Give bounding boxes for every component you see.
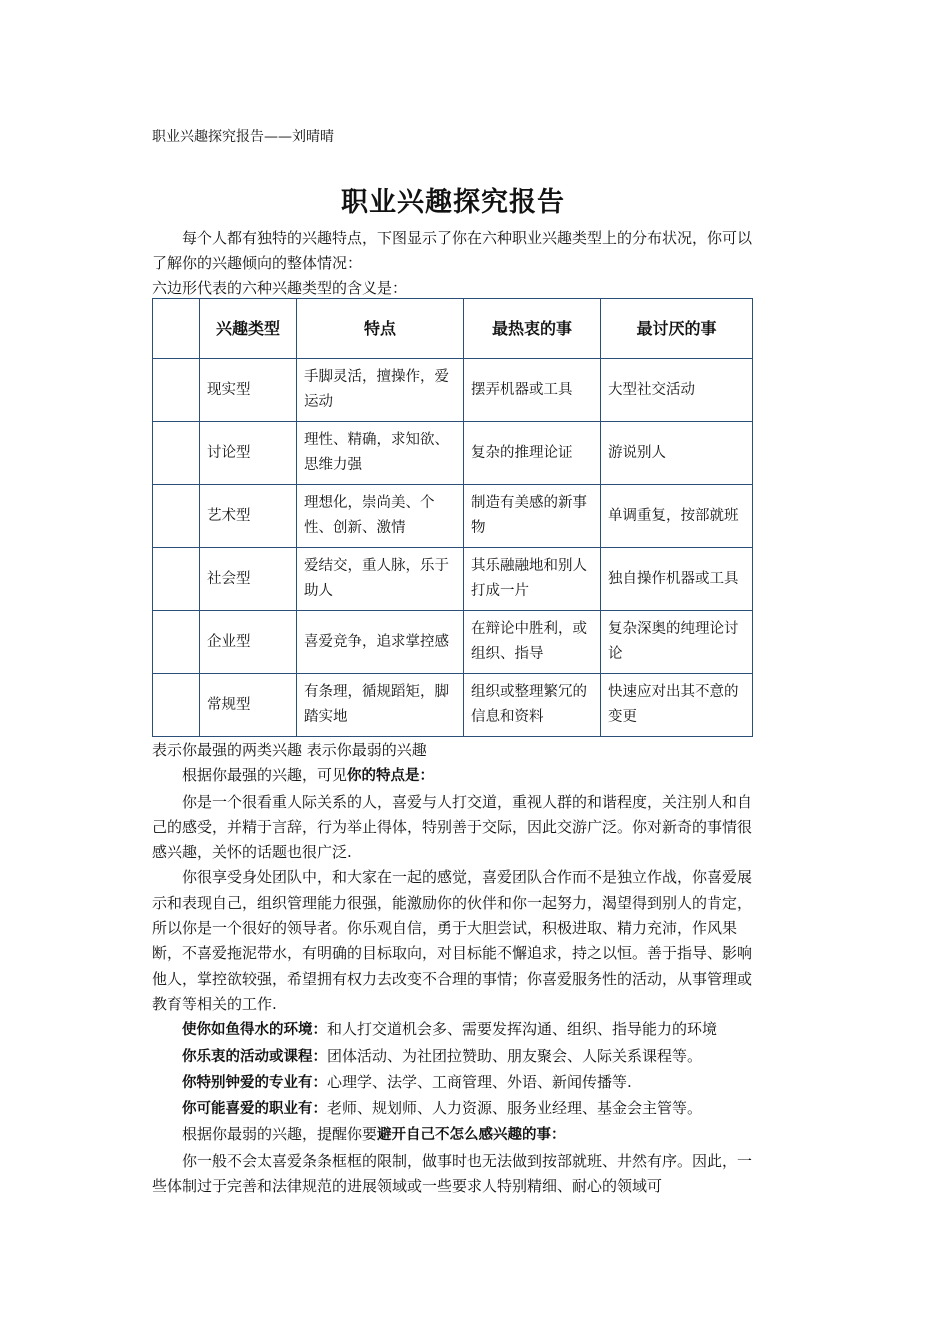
table-header-blank <box>153 299 200 359</box>
table-cell-blank <box>153 422 200 485</box>
environment-text: 和人打交道机会多、需要发挥沟通、组织、指导能力的环境 <box>327 1020 718 1039</box>
table-row <box>153 611 753 674</box>
activities-paragraph <box>152 1044 754 1070</box>
table-row <box>153 485 753 548</box>
page-title: 职业兴趣探究报告 <box>341 187 565 218</box>
table-header-love: 最热衷的事 <box>464 299 601 359</box>
majors-paragraph <box>152 1070 754 1096</box>
table-row <box>153 674 753 737</box>
description-paragraph-1: 你是一个很看重人际关系的人，喜爱与人打交道，重视人群的和谐程度，关注别人和自己的感受，并精于言辞，行为举止得体，特别善于交际，因此交游广泛。你对新奇的事情很感兴趣，关怀的话题也很广泛. <box>152 792 753 862</box>
table-cell-blank <box>153 359 200 422</box>
intro-paragraph: 每个人都有独特的兴趣特点，下图显示了你在六种职业兴趣类型上的分布状况，你可以了解你的兴趣倾向的整体情况： <box>152 229 753 272</box>
careers-label: 你可能喜爱的职业有： <box>182 1101 327 1118</box>
careers-text: 老师、规划师、人力资源、服务业经理、基金会主管等。 <box>327 1099 703 1118</box>
table-cell-hate: 游说别人 <box>601 422 753 485</box>
table-cell-trait: 手脚灵活，擅操作，爱运动 <box>297 359 464 422</box>
activities-label: 你乐衷的活动或课程： <box>182 1048 327 1065</box>
table-cell-hate: 大型社交活动 <box>601 359 753 422</box>
majors-label: 你特别钟爱的专业有： <box>182 1074 327 1091</box>
table-cell-hate: 快速应对出其不意的变更 <box>601 674 753 737</box>
table-cell-blank <box>153 611 200 674</box>
table-header-row <box>153 299 753 359</box>
activities-text: 团体活动、为社团拉赞助、朋友聚会、人际关系课程等。 <box>327 1046 703 1065</box>
report-body <box>152 738 754 1199</box>
legend-text: 表示你最强的两类兴趣 表示你最弱的兴趣 <box>152 741 427 759</box>
table-cell-type: 企业型 <box>200 611 297 674</box>
table-cell-hate: 单调重复，按部就班 <box>601 485 753 548</box>
table-cell-trait: 爱结交，重人脉，乐于助人 <box>297 548 464 611</box>
table-cell-trait: 理想化，崇尚美、个性、创新、激情 <box>297 485 464 548</box>
table-cell-type: 艺术型 <box>200 485 297 548</box>
strong-lead-bold: 你的特点是： <box>347 768 435 785</box>
description-paragraph-2: 你很享受身处团队中，和大家在一起的感觉，喜爱团队合作而不是独立作战，你喜爱展示和表现自己，组织管理能力很强，能激励你的伙伴和你一起努力，渴望得到别人的肯定，所以你是一个很好的领导者。你乐观自信，勇于大胆尝试，积极进取、精力充沛，作风果断，不喜爱拖泥带水，有明确的目标取向，对目标能不懈追求，持之以恒。善于指导、影响他人，掌控欲较强，希望拥有权力去改变不合理的事情；你喜爱服务性的活动，从事管理或教育等相关的工作. <box>152 868 753 1013</box>
table-cell-trait: 喜爱竞争，追求掌控感 <box>297 611 464 674</box>
table-cell-love: 制造有美感的新事物 <box>464 485 601 548</box>
weak-description-paragraph: 你一般不会太喜爱条条框框的限制，做事时也无法做到按部就班、井然有序。因此，一些体制过于完善和法律规范的进展领域或一些要求人特别精细、耐心的领域可 <box>152 1151 753 1196</box>
table-row <box>153 422 753 485</box>
table-cell-trait: 有条理，循规蹈矩，脚踏实地 <box>297 674 464 737</box>
table-cell-hate: 独自操作机器或工具 <box>601 548 753 611</box>
table-cell-type: 现实型 <box>200 359 297 422</box>
table-cell-blank <box>153 674 200 737</box>
table-header-trait: 特点 <box>297 299 464 359</box>
table-cell-trait: 理性、精确，求知欲、思维力强 <box>297 422 464 485</box>
careers-paragraph <box>152 1096 754 1122</box>
strong-lead-text: 根据你最强的兴趣，可见 <box>182 766 348 785</box>
table-cell-type: 常规型 <box>200 674 297 737</box>
intro-table-caption: 六边形代表的六种兴趣类型的含义是： <box>152 279 408 297</box>
intro-section <box>152 226 754 301</box>
table-cell-type: 讨论型 <box>200 422 297 485</box>
weak-lead-text: 根据你最弱的兴趣，提醒你要 <box>182 1125 378 1144</box>
interest-types-table <box>152 298 753 737</box>
weak-lead-bold: 避开自己不怎么感兴趣的事： <box>377 1127 566 1144</box>
environment-label: 使你如鱼得水的环境： <box>182 1022 327 1039</box>
table-cell-hate: 复杂深奥的纯理论讨论 <box>601 611 753 674</box>
table-cell-blank <box>153 548 200 611</box>
majors-text: 心理学、法学、工商管理、外语、新闻传播等. <box>327 1072 632 1091</box>
header-line: 职业兴趣探究报告——刘晴晴 <box>152 129 334 145</box>
table-header-hate: 最讨厌的事 <box>601 299 753 359</box>
table-row <box>153 548 753 611</box>
table-header-type: 兴趣类型 <box>200 299 297 359</box>
table-cell-love: 其乐融融地和别人打成一片 <box>464 548 601 611</box>
table-cell-love: 摆弄机器或工具 <box>464 359 601 422</box>
table-cell-love: 复杂的推理论证 <box>464 422 601 485</box>
environment-paragraph <box>152 1017 754 1043</box>
weak-interest-lead <box>152 1122 754 1148</box>
table-cell-blank <box>153 485 200 548</box>
table-cell-love: 在辩论中胜利，或组织、指导 <box>464 611 601 674</box>
table-cell-type: 社会型 <box>200 548 297 611</box>
table-row <box>153 359 753 422</box>
table-cell-love: 组织或整理繁冗的信息和资料 <box>464 674 601 737</box>
strong-interest-lead <box>152 763 754 789</box>
